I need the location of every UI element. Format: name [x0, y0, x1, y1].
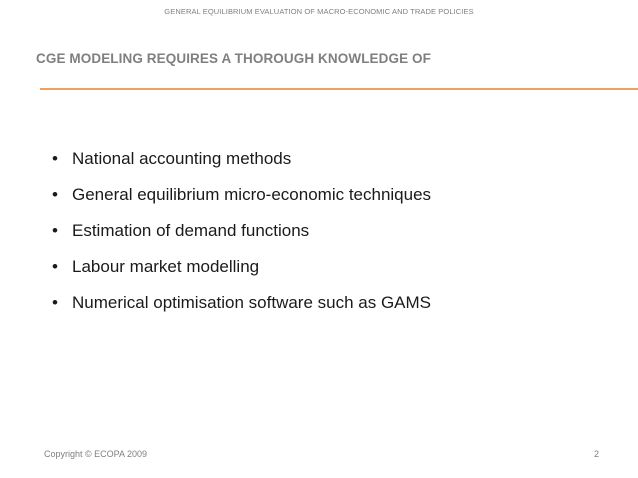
bullet-icon: • — [52, 149, 58, 168]
bullet-text: Estimation of demand functions — [72, 221, 310, 240]
bullet-text: Numerical optimisation software such as GAMS — [72, 293, 432, 312]
bullet-icon: • — [52, 185, 58, 204]
bullet-text: General equilibrium micro-economic techniques — [72, 185, 432, 204]
bullet-text: Labour market modelling — [72, 257, 260, 276]
bullet-icon: • — [52, 293, 58, 312]
slide-header: GENERAL EQUILIBRIUM EVALUATION OF MACRO-ECONOMIC AND TRADE POLICIES — [164, 7, 474, 16]
bullet-icon: • — [52, 257, 58, 276]
slide-title: CGE MODELING REQUIRES A THOROUGH KNOWLEDGE OF — [36, 51, 432, 66]
page-number: 2 — [593, 449, 599, 459]
footer-copyright: Copyright © ECOPA 2009 — [44, 449, 148, 459]
bullet-text: National accounting methods — [72, 149, 292, 168]
title-divider — [40, 88, 638, 90]
bullet-icon: • — [52, 221, 58, 240]
